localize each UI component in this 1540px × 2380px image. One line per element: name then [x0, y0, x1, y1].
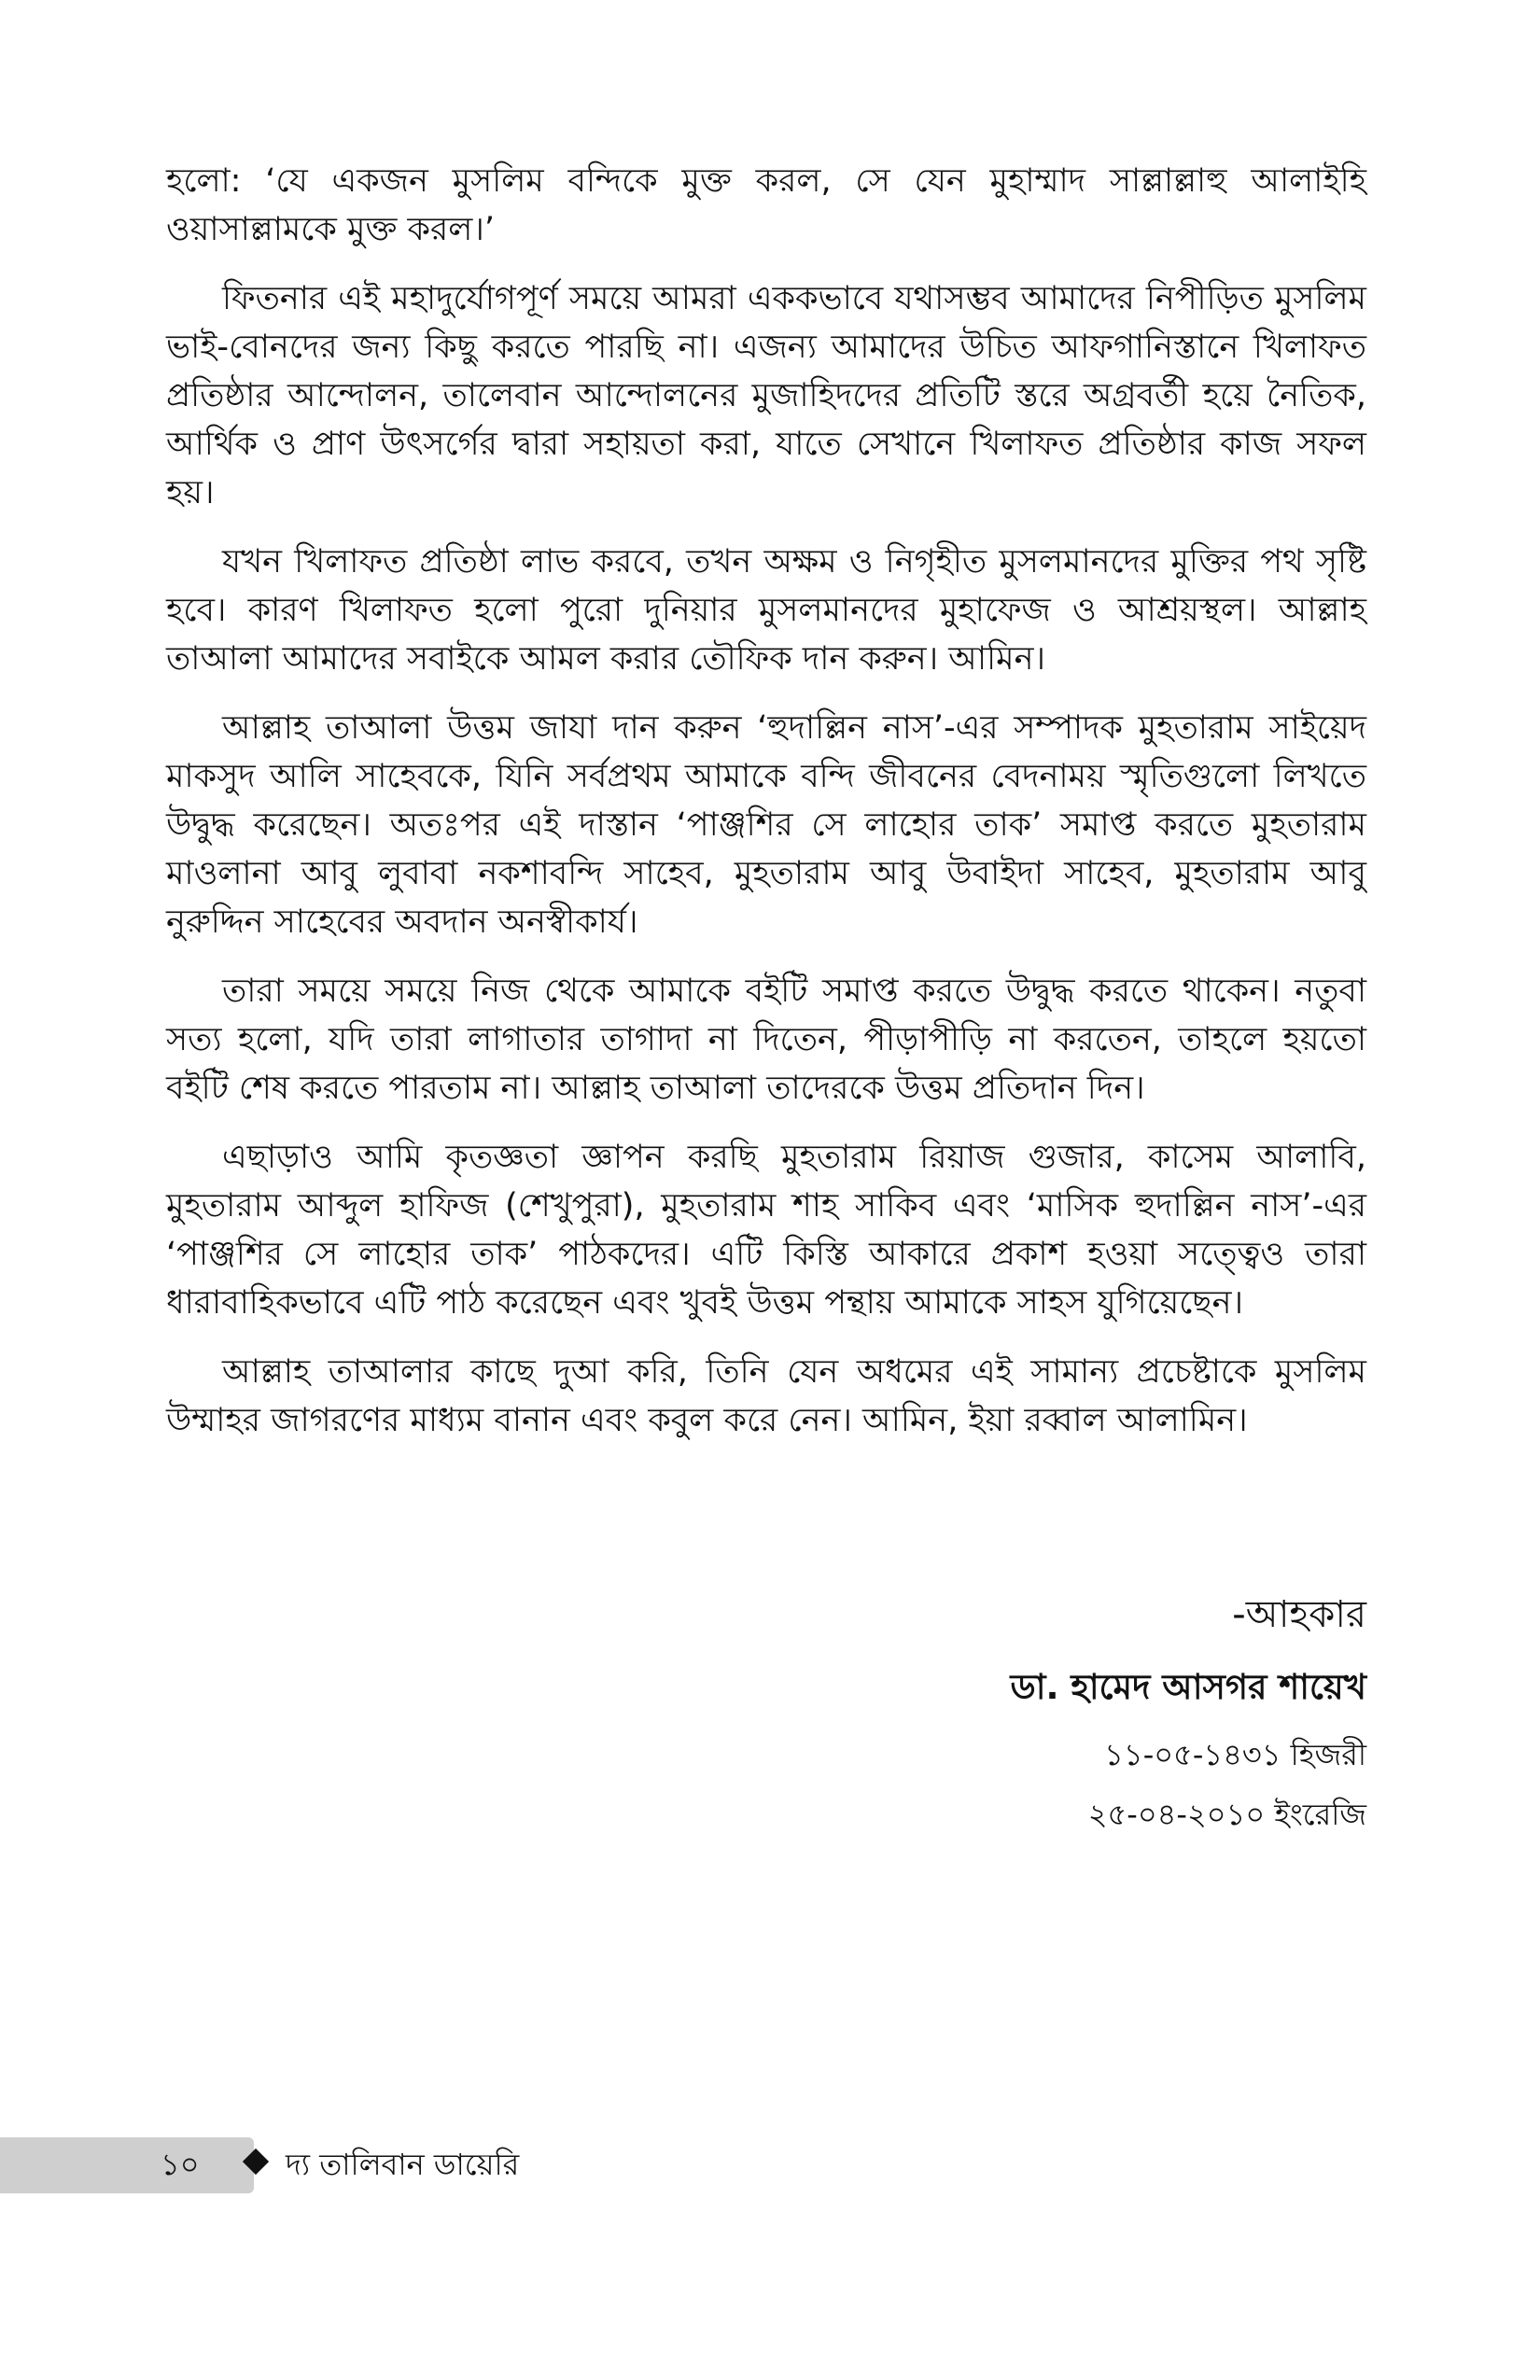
- date-gregorian: ২৫-০৪-২০১০ ইংরেজি: [1087, 1797, 1366, 1832]
- date-hijri: ১১-০৫-১৪৩১ হিজরী: [1104, 1737, 1366, 1772]
- paragraph: এছাড়াও আমি কৃতজ্ঞতা জ্ঞাপন করছি মুহতারাম রিয়াজ গুজার, কাসেম আলাবি, মুহতারাম আব্দুল হাফিজ (শেখুপুরা), মুহতারাম শাহ সাকিব এবং ‘মাসিক হুদাল্লিন নাস’-এর ‘পাঞ্জশির সে লাহোর তাক’ পাঠকদের। এটি কিস্তি আকারে প্রকাশ হওয়া সত্ত্বেও তারা ধারাবাহিকভাবে এটি পাঠ করেছেন এবং খুবই উত্তম পন্থায় আমাকে সাহস যুগিয়েছেন।: [166, 1139, 1366, 1322]
- paragraph: ফিতনার এই মহাদুর্যোগপূর্ণ সময়ে আমরা এককভাবে যথাসম্ভব আমাদের নিপীড়িত মুসলিম ভাই-বোনদের জন্য কিছু করতে পারছি না। এজন্য আমাদের উচিত আফগানিস্তানে খিলাফত প্রতিষ্ঠার আন্দোলন, তালেবান আন্দোলনের মুজাহিদদের প্রতিটি স্তরে অগ্রবর্তী হয়ে নৈতিক, আর্থিক ও প্রাণ উৎসর্গের দ্বারা সহায়তা করা, যাতে সেখানে খিলাফত প্রতিষ্ঠার কাজ সফল হয়।: [166, 280, 1366, 511]
- paragraph: যখন খিলাফত প্রতিষ্ঠা লাভ করবে, তখন অক্ষম ও নিগৃহীত মুসলমানদের মুক্তির পথ সৃষ্টি হবে। কারণ খিলাফত হলো পুরো দুনিয়ার মুসলমানদের মুহাফেজ ও আশ্রয়স্থল। আল্লাহ তাআলা আমাদের সবাইকে আমল করার তৌফিক দান করুন। আমিন।: [166, 543, 1366, 678]
- author-label: -আহকার: [1232, 1593, 1366, 1636]
- author-name: ডা. হামেদ আসগর শায়েখ: [1010, 1667, 1366, 1707]
- book-title: দ্য তালিবান ডায়েরি: [286, 2147, 520, 2182]
- footer-band: [0, 2137, 254, 2193]
- body-text: [166, 157, 1366, 1465]
- page-number: ১০: [161, 2147, 200, 2182]
- paragraph: হলো: ‘যে একজন মুসলিম বন্দিকে মুক্ত করল, সে যেন মুহাম্মাদ সাল্লাল্লাহু আলাইহি ওয়াসাল্লামকে মুক্ত করল।’: [166, 162, 1366, 248]
- signature-block: [526, 1587, 1366, 1850]
- paragraph: আল্লাহ তাআলা উত্তম জাযা দান করুন ‘হুদাল্লিন নাস’-এর সম্পাদক মুহতারাম সাইয়েদ মাকসুদ আলি সাহেবকে, যিনি সর্বপ্রথম আমাকে বন্দি জীবনের বেদনাময় স্মৃতিগুলো লিখতে উদ্বুদ্ধ করেছেন। অতঃপর এই দাস্তান ‘পাঞ্জশির সে লাহোর তাক’ সমাপ্ত করতে মুহতারাম মাওলানা আবু লুবাবা নকশাবন্দি সাহেব, মুহতারাম আবু উবাইদা সাহেব, মুহতারাম আবু নুরুদ্দিন সাহেবের অবদান অনস্বীকার্য।: [166, 709, 1366, 941]
- paragraph: তারা সময়ে সময়ে নিজ থেকে আমাকে বইটি সমাপ্ত করতে উদ্বুদ্ধ করতে থাকেন। নতুবা সত্য হলো, যদি তারা লাগাতার তাগাদা না দিতেন, পীড়াপীড়ি না করতেন, তাহলে হয়তো বইটি শেষ করতে পারতাম না। আল্লাহ তাআলা তাদেরকে উত্তম প্রতিদান দিন।: [166, 973, 1366, 1107]
- paragraph: আল্লাহ তাআলার কাছে দুআ করি, তিনি যেন অধমের এই সামান্য প্রচেষ্টাকে মুসলিম উম্মাহর জাগরণের মাধ্যম বানান এবং কবুল করে নেন। আমিন, ইয়া রব্বাল আলামিন।: [166, 1353, 1366, 1439]
